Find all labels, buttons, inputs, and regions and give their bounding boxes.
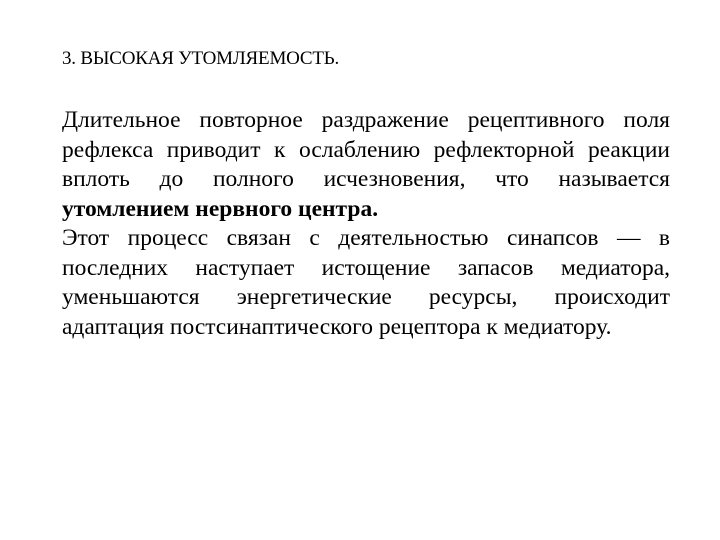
paragraph-1 xyxy=(62,106,670,224)
paragraph-1-key-term: утомлением нервного центра. xyxy=(62,195,379,222)
paragraph-1-text: Длительное повторное раздражение рецептивного поля рефлекса приводит к ослаблению рефлекторной реакции вплоть до полного исчезновения, что называется xyxy=(62,107,670,192)
paragraph-2: Этот процесс связан с деятельностью синапсов — в последних наступает истощение запасов медиатора, уменьшаются энергетические ресурсы, происходит адаптация постсинаптического рецептора к медиатору. xyxy=(62,225,670,340)
slide-body xyxy=(62,106,670,342)
slide-heading: 3. ВЫСОКАЯ УТОМЛЯЕМОСТЬ. xyxy=(62,48,340,69)
